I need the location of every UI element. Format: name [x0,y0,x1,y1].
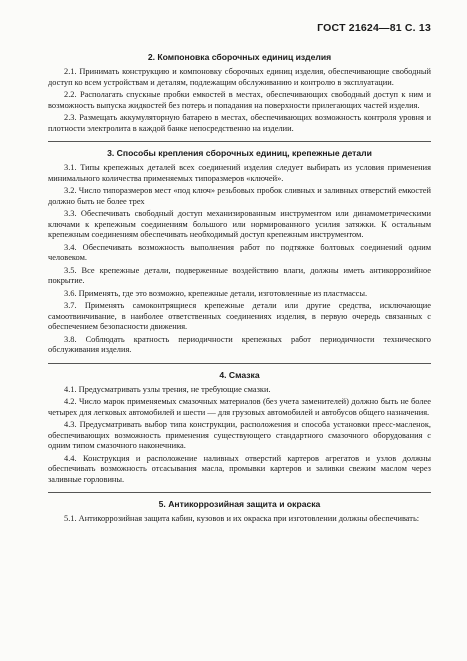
section-title-5: 5. Антикоррозийная защита и окраска [158,499,321,509]
paragraph-4-4: 4.4. Конструкция и расположение наливных отверстий картеров агрегатов и узлов должны обеспечивать возможность отсасывания масла, промывки картеров и заливки свежим маслом через заливные горловины. [48,453,431,484]
paragraph-5-1: 5.1. Антикоррозийная защита кабин, кузовов и их окраска при изготовлении должны обеспечивать: [64,514,420,523]
section-divider [48,141,431,142]
paragraph-3-8: 3.8. Соблюдать кратность периодичности крепежных работ периодичности технического обслуживания изделия. [48,334,431,354]
section-divider [48,363,431,364]
paragraph-3-5: 3.5. Все крепежные детали, подверженные воздействию влаги, должны иметь антикоррозийное покрытие. [48,265,431,285]
section-title-3: 3. Способы крепления сборочных единиц, крепежные детали [107,148,372,158]
paragraph-3-4: 3.4. Обеспечивать возможность выполнения работ по подтяжке болтовых соединений одним человеком. [48,242,431,262]
paragraph-2-1: 2.1. Принимать конструкцию и компоновку сборочных единиц изделия, обеспечивающие свободный доступ ко всем устройствам и деталям, подлежащим обслуживанию и контролю в эксплуатации. [48,67,431,87]
document-body [48,46,431,527]
paragraph-2-3: 2.3. Размещать аккумуляторную батарею в местах, обеспечивающих возможность контроля уровня и плотности электролита в каждой банке непосредственно на изделии. [48,113,431,133]
paragraph-2-2: 2.2. Располагать спускные пробки емкостей в местах, обеспечивающих свободный доступ к ним и возможность выпуска жидкостей без потерь и попадания на поверхности прилегающих частей изделия. [48,90,431,110]
paragraph-4-1: 4.1. Предусматривать узлы трения, не требующие смазки. [64,384,271,394]
paragraph-4-2: 4.2. Число марок применяемых смазочных материалов (без учета заменителей) должно быть не более четырех для легковых автомобилей и шести — для грузовых автомобилей и автобусов общего назначения. [48,397,431,417]
page-header: ГОСТ 21624—81 С. 13 [317,22,431,34]
paragraph-3-6: 3.6. Применять, где это возможно, крепежные детали, изготовленные из пластмассы. [64,288,368,298]
paragraph-3-2: 3.2. Число типоразмеров мест «под ключ» резьбовых пробок сливных и заливных отверстий емкостей должно быть не более трех [48,186,431,206]
paragraph-4-3: 4.3. Предусматривать выбор типа конструкции, расположения и способа установки пресс-масленок, обеспечивающих возможность применения существующего стандартного смазочного оборудования с одним типом смазочного наконечника. [48,420,431,450]
section-title-2: 2. Компоновка сборочных единиц изделия [147,52,332,62]
paragraph-3-1: 3.1. Типы крепежных деталей всех соединений изделия следует выбирать из условия применения минимального количества применяемых типоразмеров «ключей». [48,163,431,183]
section-title-4: 4. Смазка [219,369,260,380]
paragraph-3-7: 3.7. Применять самоконтрящиеся крепежные детали или другие средства, исключающие самоотвинчивание, в наиболее ответственных соединениях изделия, в первую очередь связанных с обеспечением безопасности движения. [48,301,431,331]
paragraph-3-3: 3.3. Обеспечивать свободный доступ механизированным инструментом или динамометрическими ключами к крепежным соединениям большого или нормированного усилия затяжки. К остальным крепежным соединениям обеспечивать необходимый доступ крепежным инструментом. [48,209,431,239]
section-divider [48,492,431,493]
